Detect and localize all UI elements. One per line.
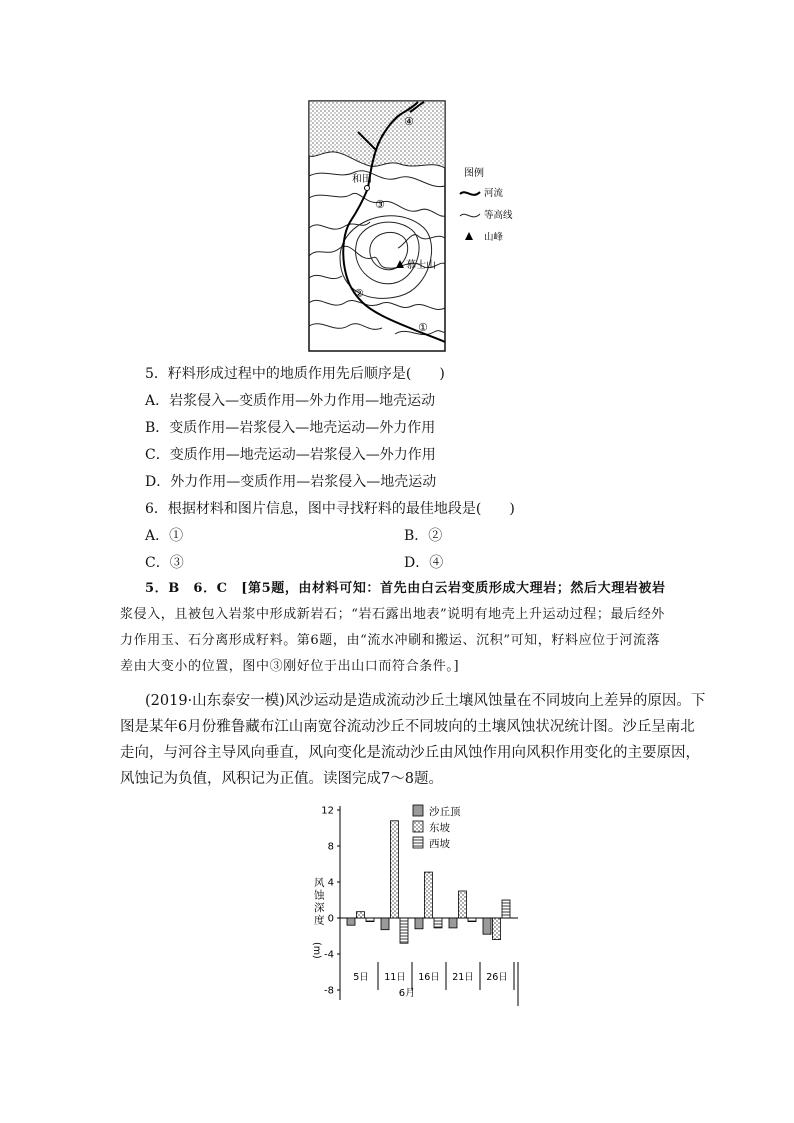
x-group-label: 6月 bbox=[398, 988, 416, 999]
legend-contour: 等高线 bbox=[484, 210, 513, 221]
y-tick-label: 4 bbox=[327, 877, 334, 889]
answer-line-4: 差由大变小的位置，图中③刚好位于出山口而符合条件。] bbox=[120, 659, 460, 674]
passage-line-2: 图是某年6月份雅鲁藏布江山南宽谷流动沙丘不同坡向的土壤风蚀状况统计图。沙丘呈南北 bbox=[120, 719, 695, 735]
bar-1-2 bbox=[425, 872, 433, 918]
wind-erosion-chart bbox=[300, 800, 530, 1010]
marker-2: ② bbox=[354, 287, 364, 300]
passage bbox=[120, 688, 706, 792]
answer-line-3: 力作用玉、石分离形成籽料。第6题，由“流水冲刷和搬运、沉积”可知，籽料应位于河流落 bbox=[120, 633, 661, 648]
bar-2-1 bbox=[400, 918, 408, 943]
legend-label-0: 沙丘顶 bbox=[429, 806, 461, 818]
legend-river: 河流 bbox=[484, 188, 504, 199]
answer-line-2: 浆侵入，且被包入岩浆中形成新岩石；“岩石露出地表”说明有地壳上升运动过程；最后经外 bbox=[120, 607, 665, 622]
bar-0-2 bbox=[415, 918, 423, 929]
q6-option-d: D．④ bbox=[404, 555, 444, 571]
legend-swatch-0 bbox=[413, 805, 423, 816]
marker-1: ① bbox=[418, 321, 428, 334]
legend-swatch-1 bbox=[413, 821, 423, 832]
answer-block bbox=[120, 576, 666, 680]
q5-stem: 5．籽料形成过程中的地质作用先后顺序是( ) bbox=[145, 366, 445, 382]
bar-0-4 bbox=[483, 918, 491, 934]
q6-option-c: C．③ bbox=[145, 555, 184, 571]
q6-option-a: A．① bbox=[145, 528, 184, 544]
peak-label: 慕士山 bbox=[406, 260, 436, 271]
passage-line-1: (2019·山东泰安一模)风沙运动是造成流动沙丘土壤风蚀量在不同坡向上差异的原因。下 bbox=[145, 693, 706, 709]
x-tick-label: 26日 bbox=[486, 972, 508, 983]
x-tick-label: 5日 bbox=[353, 972, 369, 983]
x-tick-label: 16日 bbox=[418, 972, 440, 983]
x-tick-label: 21日 bbox=[452, 972, 474, 983]
q6-option-b: B．② bbox=[404, 528, 443, 544]
legend-peak: 山峰 bbox=[484, 232, 504, 243]
legend-title: 图例 bbox=[464, 168, 484, 179]
q5-option-a: A．岩浆侵入—变质作用—外力作用—地壳运动 bbox=[145, 393, 436, 409]
bar-0-3 bbox=[449, 918, 457, 928]
bar-1-1 bbox=[391, 821, 399, 918]
geology-map bbox=[300, 98, 530, 354]
bar-1-3 bbox=[459, 891, 467, 918]
marker-3: ③ bbox=[375, 198, 385, 211]
bar-0-0 bbox=[347, 918, 355, 925]
passage-line-3: 走向，与河谷主导风向垂直，风向变化是流动沙丘由风蚀作用向风积作用变化的主要原因， bbox=[120, 745, 700, 761]
q5-option-b: B．变质作用—岩浆侵入—地壳运动—外力作用 bbox=[145, 420, 436, 436]
q5-option-c: C．变质作用—地壳运动—岩浆侵入—外力作用 bbox=[145, 447, 436, 463]
city-label: 和田 bbox=[352, 174, 372, 185]
y-axis-label: 风蚀深度 bbox=[314, 877, 325, 927]
legend-label-2: 西坡 bbox=[429, 838, 450, 850]
x-tick-label: 11日 bbox=[384, 972, 406, 983]
answer-line-1: 5．B 6．C [第5题，由材料可知：首先由白云岩变质形成大理岩；然后大理岩被岩 bbox=[145, 581, 666, 596]
legend-label-1: 东坡 bbox=[429, 822, 450, 834]
bar-2-3 bbox=[468, 918, 476, 922]
q5-option-d: D．外力作用—变质作用—岩浆侵入—地壳运动 bbox=[145, 474, 437, 490]
y-tick-label: -8 bbox=[324, 985, 334, 997]
passage-line-4: 风蚀记为负值，风积记为正值。读图完成7～8题。 bbox=[120, 771, 443, 787]
y-tick-label: 12 bbox=[321, 805, 334, 817]
marker-4: ④ bbox=[404, 115, 414, 128]
y-tick-label: -4 bbox=[324, 949, 334, 961]
bar-2-2 bbox=[434, 918, 442, 928]
bar-2-0 bbox=[366, 918, 374, 922]
y-unit: (m) bbox=[311, 942, 322, 959]
y-tick-label: 8 bbox=[327, 841, 334, 853]
bar-0-1 bbox=[381, 918, 389, 930]
bar-1-0 bbox=[357, 912, 365, 918]
q6-stem: 6．根据材料和图片信息，图中寻找籽料的最佳地段是( ) bbox=[145, 501, 515, 517]
bar-1-4 bbox=[493, 918, 501, 940]
y-tick-label: 0 bbox=[327, 913, 334, 925]
legend-swatch-2 bbox=[413, 837, 423, 848]
bar-2-4 bbox=[502, 900, 510, 918]
